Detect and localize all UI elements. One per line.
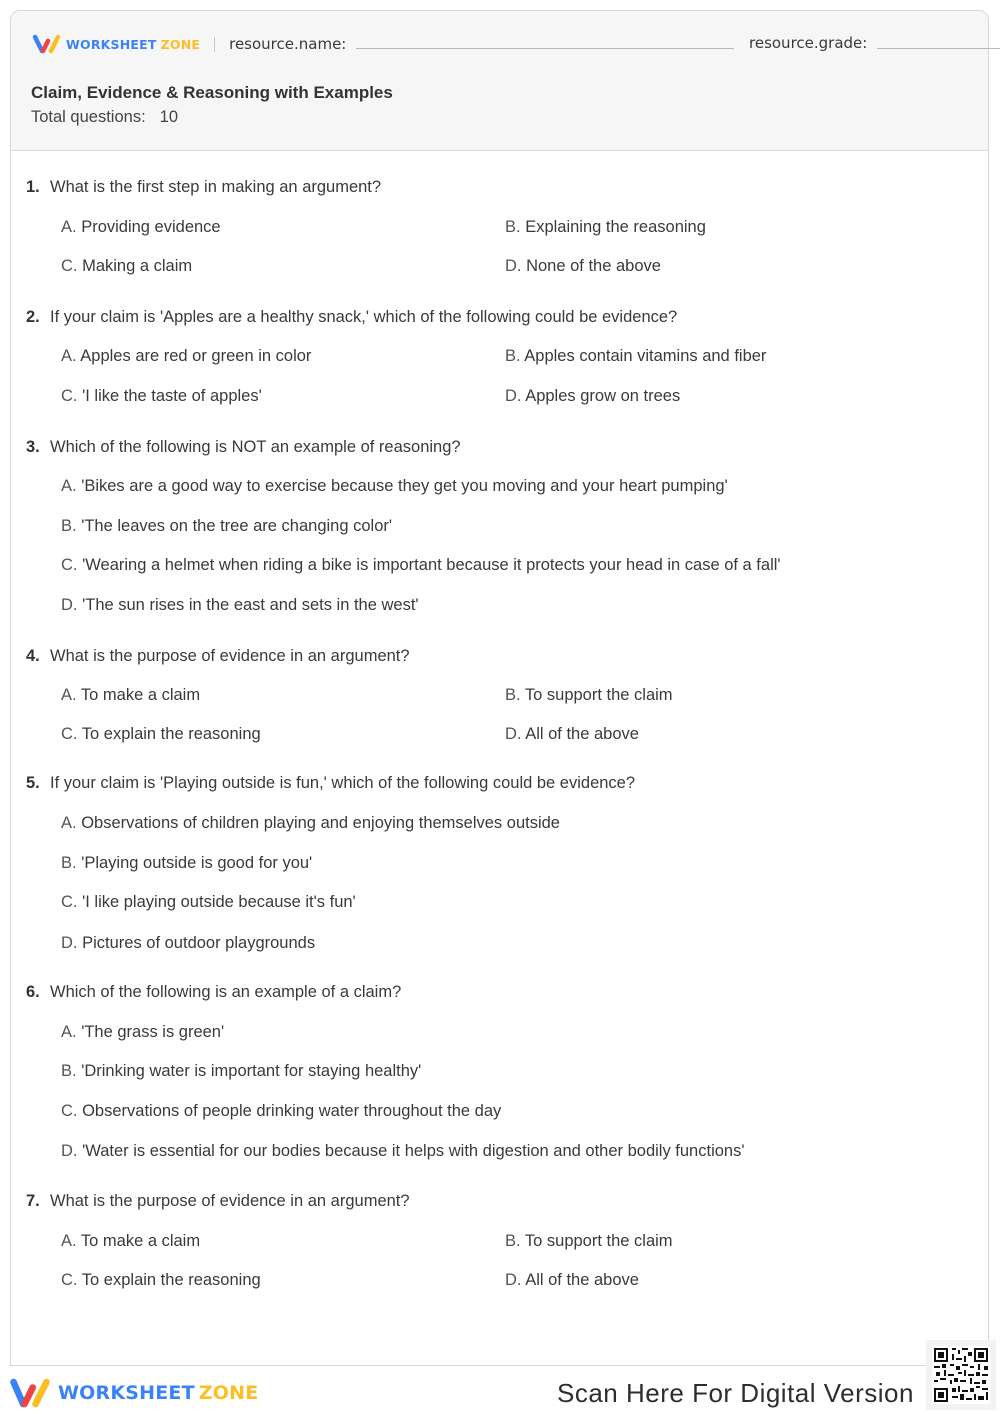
option-a[interactable]	[61, 1232, 200, 1251]
header-divider	[214, 37, 215, 52]
option-text: Explaining the reasoning	[525, 218, 706, 236]
option-letter: D.	[61, 596, 78, 614]
option-text: Apples are red or green in color	[80, 347, 312, 365]
total-questions-value: 10	[159, 108, 179, 126]
footer-brand-name	[58, 1382, 258, 1404]
option-d[interactable]	[505, 387, 680, 406]
option-text: Making a claim	[82, 257, 193, 275]
option-text: 'The sun rises in the east and sets in the west'	[82, 596, 419, 614]
option-text: 'The grass is green'	[81, 1023, 225, 1041]
option-d[interactable]	[505, 725, 639, 744]
brand-name-worksheet: WORKSHEET	[66, 36, 157, 52]
question-text: Which of the following is an example of a claim?	[50, 983, 402, 1001]
question-number: 3.	[26, 438, 40, 456]
option-letter: B.	[505, 347, 521, 365]
option-a[interactable]	[61, 218, 221, 237]
option-b[interactable]	[505, 347, 766, 366]
option-letter: B.	[505, 1232, 521, 1250]
option-c[interactable]	[61, 257, 192, 276]
question-number: 2.	[26, 308, 40, 326]
option-letter: A.	[61, 347, 77, 365]
option-text: Apples contain vitamins and fiber	[524, 347, 767, 365]
question-text: Which of the following is NOT an example of reasoning?	[50, 438, 461, 456]
option-text: 'Water is essential for our bodies because it helps with digestion and other bodily functions'	[82, 1142, 745, 1160]
option-letter: A.	[61, 814, 77, 832]
option-text: 'Playing outside is good for you'	[81, 854, 313, 872]
question-text: What is the first step in making an argument?	[50, 178, 382, 196]
total-questions	[31, 108, 178, 127]
brand-name	[66, 37, 200, 52]
question-number: 4.	[26, 647, 40, 665]
question-stem	[26, 647, 980, 667]
scan-for-digital-version-text: Scan Here For Digital Version	[557, 1378, 914, 1408]
question-7	[26, 1192, 980, 1289]
qr-code-icon[interactable]	[926, 1340, 996, 1410]
option-d[interactable]	[505, 1271, 639, 1290]
option-text: 'Bikes are a good way to exercise because they get you moving and your heart pumping'	[81, 477, 728, 495]
option-c[interactable]	[61, 725, 261, 744]
question-4	[26, 647, 980, 743]
option-b[interactable]	[61, 854, 312, 873]
option-text: Apples grow on trees	[525, 387, 681, 405]
question-stem	[26, 308, 980, 328]
question-stem	[26, 774, 980, 794]
option-letter: A.	[61, 218, 77, 236]
footer-brand-zone: ZONE	[198, 1382, 259, 1404]
total-questions-label: Total questions:	[31, 108, 146, 126]
option-letter: A.	[61, 477, 77, 495]
option-text: None of the above	[526, 257, 661, 275]
option-text: Providing evidence	[81, 218, 221, 236]
option-letter: D.	[505, 725, 522, 743]
option-letter: A.	[61, 686, 77, 704]
worksheet-header	[11, 11, 988, 151]
worksheet-zone-logo-icon	[8, 1376, 52, 1410]
option-d[interactable]	[61, 596, 419, 615]
qr-code-graphic	[932, 1346, 990, 1404]
question-5	[26, 774, 980, 952]
option-letter: C.	[61, 556, 78, 574]
question-3	[26, 438, 980, 614]
worksheet-title: Claim, Evidence & Reasoning with Examples	[31, 83, 393, 102]
option-letter: D.	[61, 1142, 78, 1160]
question-stem	[26, 983, 980, 1003]
option-letter: B.	[505, 218, 521, 236]
question-stem	[26, 178, 980, 198]
question-text: What is the purpose of evidence in an argument?	[50, 1192, 410, 1210]
option-b[interactable]	[61, 1062, 421, 1081]
worksheet-zone-logo-icon	[31, 33, 63, 55]
footer-logo	[8, 1376, 258, 1410]
option-b[interactable]	[61, 517, 392, 536]
resource-name-field[interactable]	[356, 48, 734, 49]
option-text: 'Wearing a helmet when riding a bike is important because it protects your head in case of a fall'	[82, 556, 781, 574]
option-text: To explain the reasoning	[81, 725, 261, 743]
option-letter: B.	[505, 686, 521, 704]
resource-name-label: resource.name:	[229, 35, 347, 53]
option-b[interactable]	[505, 686, 673, 705]
resource-grade-label: resource.grade:	[749, 34, 868, 52]
option-text: All of the above	[525, 1271, 639, 1289]
header-row	[31, 31, 346, 57]
option-text: To make a claim	[80, 1232, 201, 1250]
option-text: 'I like the taste of apples'	[82, 387, 262, 405]
question-2	[26, 308, 980, 405]
option-b[interactable]	[505, 1232, 673, 1251]
option-a[interactable]	[61, 814, 560, 833]
option-text: To support the claim	[524, 686, 673, 704]
option-letter: D.	[61, 934, 78, 952]
option-text: 'I like playing outside because it's fun'	[82, 893, 356, 911]
question-number: 5.	[26, 774, 40, 792]
option-c[interactable]	[61, 893, 356, 912]
option-a[interactable]	[61, 1023, 224, 1042]
option-text: All of the above	[525, 725, 639, 743]
question-1	[26, 178, 980, 275]
option-letter: D.	[505, 1271, 522, 1289]
option-b[interactable]	[505, 218, 706, 237]
option-c[interactable]	[61, 1271, 261, 1290]
option-text: Observations of children playing and enjoying themselves outside	[81, 814, 560, 832]
option-d[interactable]	[61, 934, 315, 953]
option-a[interactable]	[61, 347, 311, 366]
option-letter: C.	[61, 893, 78, 911]
option-letter: C.	[61, 1271, 78, 1289]
question-text: If your claim is 'Playing outside is fun,' which of the following could be evidence?	[50, 774, 636, 792]
question-text: If your claim is 'Apples are a healthy snack,' which of the following could be evidence?	[50, 308, 678, 326]
option-text: Pictures of outdoor playgrounds	[82, 934, 316, 952]
option-d[interactable]	[61, 1142, 745, 1161]
option-c[interactable]	[61, 1102, 501, 1121]
option-a[interactable]	[61, 686, 200, 705]
option-text: To explain the reasoning	[81, 1271, 261, 1289]
option-a[interactable]	[61, 477, 728, 496]
option-text: 'The leaves on the tree are changing color'	[81, 517, 393, 535]
question-number: 1.	[26, 178, 40, 196]
option-letter: C.	[61, 387, 78, 405]
resource-grade-field[interactable]	[877, 48, 1000, 49]
option-letter: A.	[61, 1232, 77, 1250]
footer-brand-worksheet: WORKSHEET	[58, 1382, 195, 1404]
question-number: 7.	[26, 1192, 40, 1210]
option-c[interactable]	[61, 387, 262, 406]
question-stem	[26, 438, 980, 458]
option-letter: C.	[61, 725, 78, 743]
option-c[interactable]	[61, 556, 781, 575]
option-letter: A.	[61, 1023, 77, 1041]
question-text: What is the purpose of evidence in an argument?	[50, 647, 410, 665]
option-text: Observations of people drinking water throughout the day	[82, 1102, 502, 1120]
option-letter: B.	[61, 854, 77, 872]
option-text: 'Drinking water is important for staying healthy'	[81, 1062, 422, 1080]
option-letter: D.	[505, 257, 522, 275]
option-letter: B.	[61, 517, 77, 535]
option-text: To support the claim	[524, 1232, 673, 1250]
question-6	[26, 983, 980, 1160]
option-letter: C.	[61, 257, 78, 275]
option-letter: D.	[505, 387, 522, 405]
question-stem	[26, 1192, 980, 1212]
option-text: To make a claim	[80, 686, 201, 704]
brand-name-zone: ZONE	[160, 36, 201, 52]
question-number: 6.	[26, 983, 40, 1001]
option-letter: B.	[61, 1062, 77, 1080]
option-d[interactable]	[505, 257, 661, 276]
option-letter: C.	[61, 1102, 78, 1120]
